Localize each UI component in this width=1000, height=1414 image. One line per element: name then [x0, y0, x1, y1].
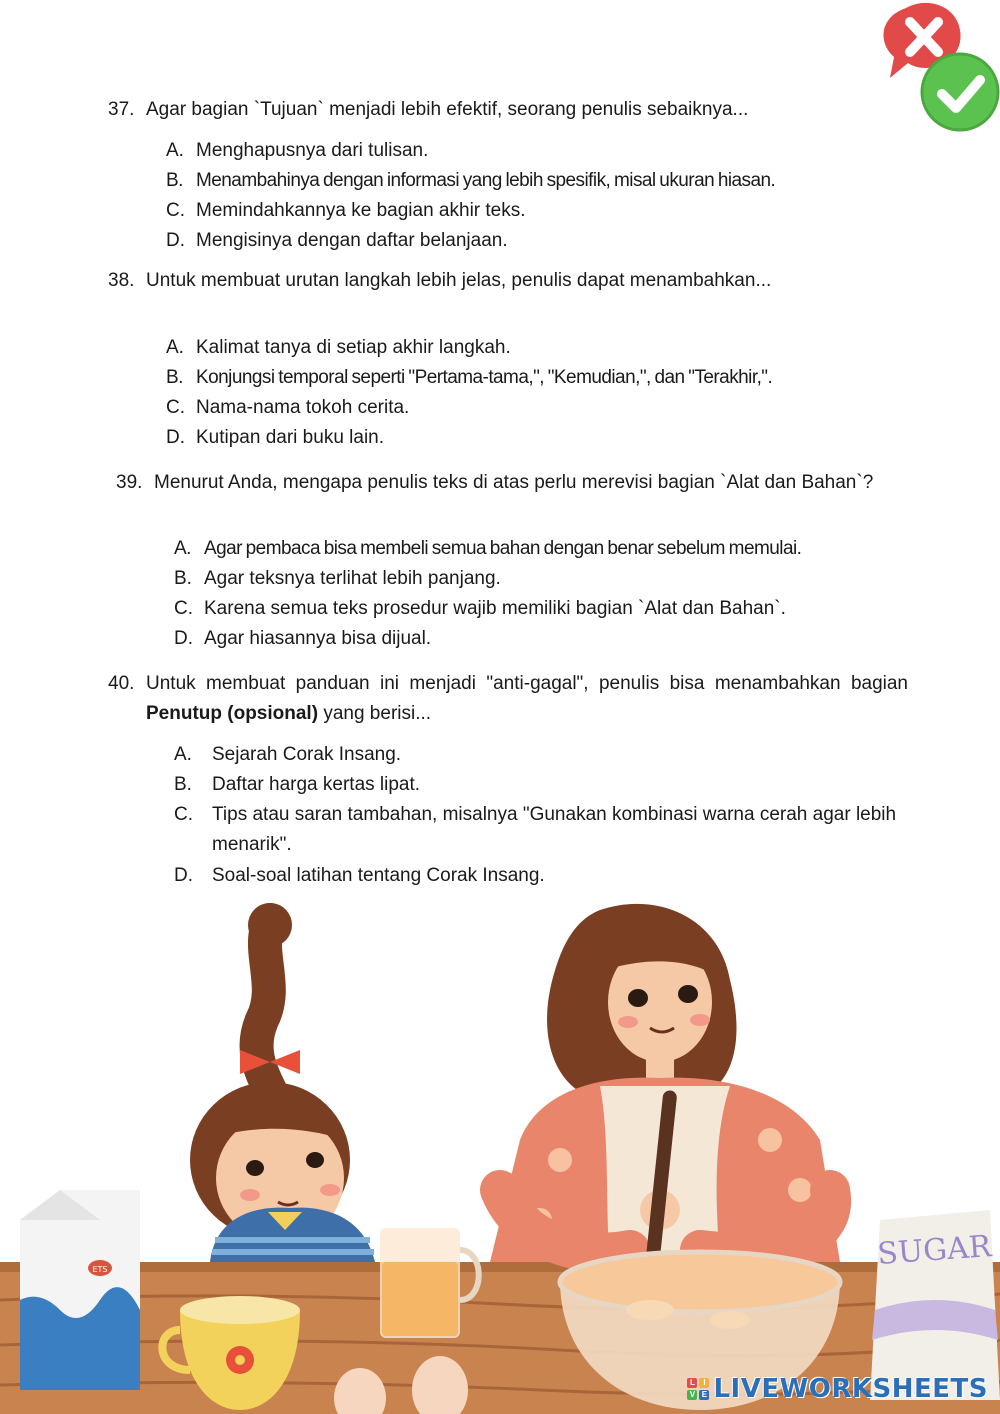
option-text: Menghapusnya dari tulisan. — [196, 140, 429, 161]
option-d[interactable] — [174, 861, 545, 891]
option-text: Agar pembaca bisa membeli semua bahan dengan benar sebelum memulai. — [204, 538, 802, 559]
option-text: Daftar harga kertas lipat. — [212, 774, 421, 795]
baking-illustration — [0, 890, 1000, 1414]
daughter-figure — [190, 903, 375, 1262]
question-number: 40. — [108, 673, 135, 694]
question-stem: Untuk membuat urutan langkah lebih jelas, penulis dapat menambahkan... — [146, 270, 772, 291]
mother-figure — [490, 904, 840, 1310]
milk-carton — [20, 1190, 140, 1390]
option-d[interactable] — [166, 226, 508, 256]
stem-text: Untuk membuat panduan ini menjadi "anti-gagal", penulis bisa menambahkan bagian — [146, 673, 908, 694]
question-38 — [108, 266, 908, 456]
option-c[interactable] — [174, 800, 926, 860]
option-text: Soal-soal latihan tentang Corak Insang. — [212, 865, 545, 886]
option-a[interactable] — [166, 333, 511, 363]
option-letter: C. — [166, 397, 185, 418]
option-a[interactable] — [166, 136, 428, 166]
option-text: Sejarah Corak Insang. — [212, 744, 402, 765]
option-letter: D. — [174, 865, 193, 886]
option-text: Memindahkannya ke bagian akhir teks. — [196, 200, 526, 221]
option-letter: B. — [174, 774, 192, 795]
option-text: Menambahinya dengan informasi yang lebih spesifik, misal ukuran hiasan. — [196, 170, 776, 191]
option-text: Konjungsi temporal seperti "Pertama-tama,", "Kemudian,", dan "Terakhir,". — [196, 367, 773, 388]
sugar-label: SUGAR — [876, 1229, 993, 1272]
option-letter: C. — [174, 804, 193, 825]
option-text: Mengisinya dengan daftar belanjaan. — [196, 230, 508, 251]
option-b[interactable] — [174, 564, 501, 594]
stem-emphasis: Penutup (opsional) — [146, 703, 319, 724]
question-stem: Menurut Anda, mengapa penulis teks di atas perlu merevisi bagian `Alat dan Bahan`? — [154, 472, 874, 493]
option-b[interactable] — [174, 770, 420, 800]
stem-text-end: yang berisi... — [323, 703, 432, 724]
option-letter: D. — [166, 427, 185, 448]
logo-block-i: I — [699, 1378, 709, 1388]
sugar-bag — [870, 1210, 1000, 1400]
question-39 — [116, 468, 926, 658]
logo-block-v: V — [687, 1390, 697, 1400]
question-number: 37. — [108, 99, 135, 120]
option-letter: D. — [174, 628, 193, 649]
option-text: Nama-nama tokoh cerita. — [196, 397, 410, 418]
option-c[interactable] — [166, 196, 526, 226]
option-d[interactable] — [174, 624, 431, 654]
logo-text: LIVEWORKSHEETS — [713, 1374, 988, 1404]
check-mark-icon — [922, 54, 998, 130]
option-letter: A. — [166, 140, 184, 161]
option-letter: B. — [166, 367, 183, 388]
question-40 — [108, 669, 928, 894]
question-number: 38. — [108, 270, 135, 291]
question-stem — [146, 669, 908, 729]
option-a[interactable] — [174, 534, 801, 564]
option-text: Tips atau saran tambahan, misalnya "Gunakan kombinasi warna cerah agar lebih menarik". — [212, 804, 897, 855]
option-text: Kutipan dari buku lain. — [196, 427, 385, 448]
question-number: 39. — [116, 472, 143, 493]
logo-block-l: L — [687, 1378, 697, 1388]
option-text: Kalimat tanya di setiap akhir langkah. — [196, 337, 511, 358]
logo-blocks-icon — [687, 1378, 709, 1400]
logo-block-e: E — [699, 1390, 709, 1400]
option-c[interactable] — [166, 393, 409, 423]
option-b[interactable] — [166, 166, 775, 196]
milk-label: ETS — [92, 1265, 108, 1274]
liveworksheets-logo — [687, 1374, 988, 1404]
option-a[interactable] — [174, 740, 401, 770]
option-b[interactable] — [166, 363, 772, 393]
option-text: Agar teksnya terlihat lebih panjang. — [204, 568, 501, 589]
option-c[interactable] — [174, 594, 786, 624]
option-letter: B. — [166, 170, 183, 191]
option-letter: C. — [174, 598, 193, 619]
option-d[interactable] — [166, 423, 384, 453]
option-letter: A. — [166, 337, 184, 358]
option-text: Karena semua teks prosedur wajib memiliki bagian `Alat dan Bahan`. — [204, 598, 786, 619]
option-letter: A. — [174, 744, 192, 765]
option-letter: C. — [166, 200, 185, 221]
question-stem: Agar bagian `Tujuan` menjadi lebih efektif, seorang penulis sebaiknya... — [146, 99, 749, 120]
option-text: Agar hiasannya bisa dijual. — [204, 628, 432, 649]
option-letter: D. — [166, 230, 185, 251]
question-37 — [108, 95, 908, 265]
option-letter: B. — [174, 568, 192, 589]
option-letter: A. — [174, 538, 191, 559]
